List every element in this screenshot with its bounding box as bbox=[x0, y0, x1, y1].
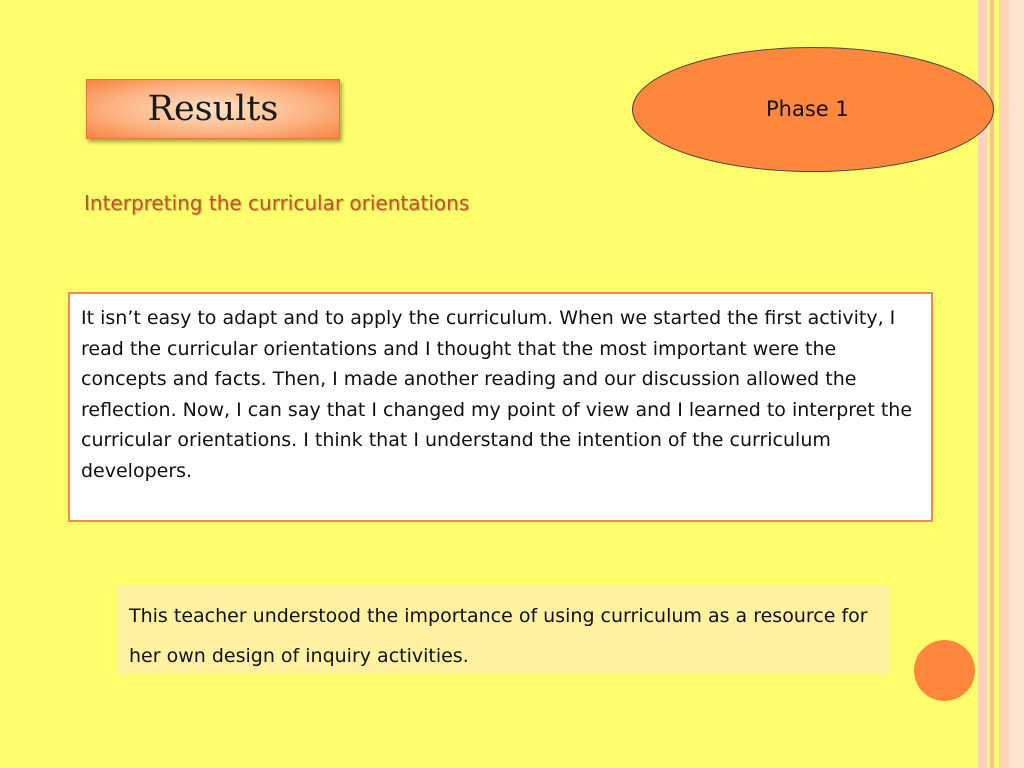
conclusion-text: This teacher understood the importance of using curriculum as a resource for her own design of inquiry activities. bbox=[117, 585, 890, 674]
teacher-quote: It isn’t easy to adapt and to apply the curriculum. When we started the first activity, I read the curricular orientations and I thought that the most important were the concepts and facts. Then, I made another reading and our discussion allowed the reflection. Now, I can say that I changed my point of view and I learned to interpret the curricular orientations. I think that I understand the intention of the curriculum developers. bbox=[68, 292, 933, 522]
slide-title: Results bbox=[86, 79, 340, 139]
decorative-circle bbox=[914, 640, 975, 701]
section-subtitle: Interpreting the curricular orientations bbox=[84, 191, 470, 215]
phase-label: Phase 1 bbox=[766, 97, 849, 121]
border-stripe bbox=[1009, 0, 1024, 768]
border-stripe bbox=[999, 0, 1009, 768]
